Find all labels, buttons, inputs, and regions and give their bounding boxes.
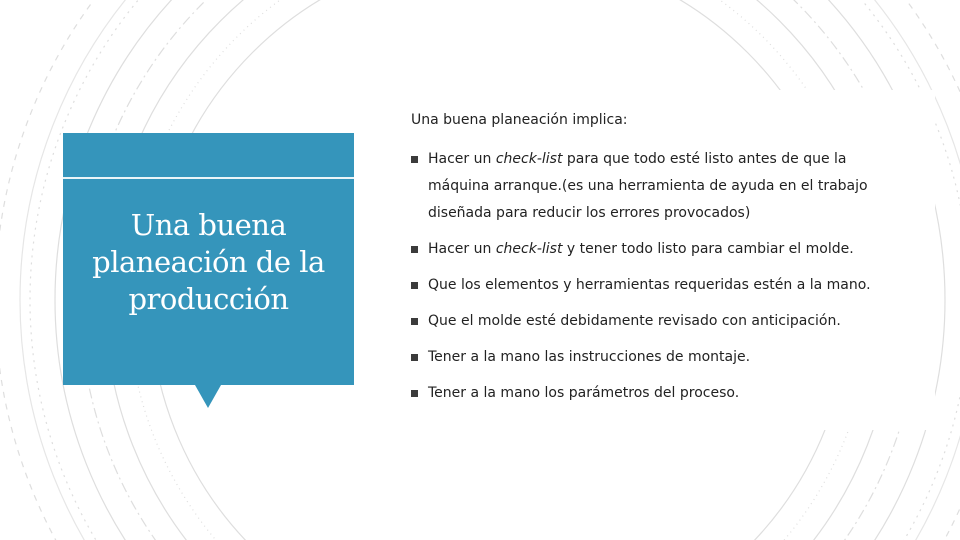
square-bullet-icon — [411, 354, 418, 361]
square-bullet-icon — [411, 318, 418, 325]
title-divider — [63, 177, 354, 179]
bullet-text: para que todo esté listo antes de que la máquina arranque.(es una herramienta de ayuda en el trabajo diseñada para reducir los errores provocados) — [428, 151, 868, 221]
bullet-item — [411, 308, 911, 335]
slide-content — [411, 110, 911, 416]
bullet-item — [411, 236, 911, 263]
slide-title: Una buena planeación de la producción — [92, 208, 325, 316]
bullet-text: Hacer un — [428, 151, 496, 167]
bullet-item — [411, 272, 911, 299]
title-panel — [63, 133, 354, 385]
bullet-list — [411, 146, 911, 407]
bullet-item — [411, 380, 911, 407]
bullet-text: Tener a la mano los parámetros del proceso. — [428, 385, 740, 401]
bullet-italic-text: check-list — [495, 241, 563, 257]
intro-text: Una buena planeación implica: — [411, 112, 628, 128]
bullet-text: Que los elementos y herramientas requeridas estén a la mano. — [428, 277, 871, 293]
square-bullet-icon — [411, 156, 418, 163]
bullet-text: Hacer un — [428, 241, 496, 257]
bullet-item — [411, 344, 911, 371]
bullet-text: Que el molde esté debidamente revisado con anticipación. — [428, 313, 841, 329]
bullet-italic-text: check-list — [495, 151, 563, 167]
bullet-item — [411, 146, 911, 227]
square-bullet-icon — [411, 390, 418, 397]
title-pointer — [195, 385, 221, 408]
square-bullet-icon — [411, 246, 418, 253]
square-bullet-icon — [411, 282, 418, 289]
bullet-text: y tener todo listo para cambiar el molde. — [562, 241, 854, 257]
bullet-text: Tener a la mano las instrucciones de montaje. — [428, 349, 751, 365]
